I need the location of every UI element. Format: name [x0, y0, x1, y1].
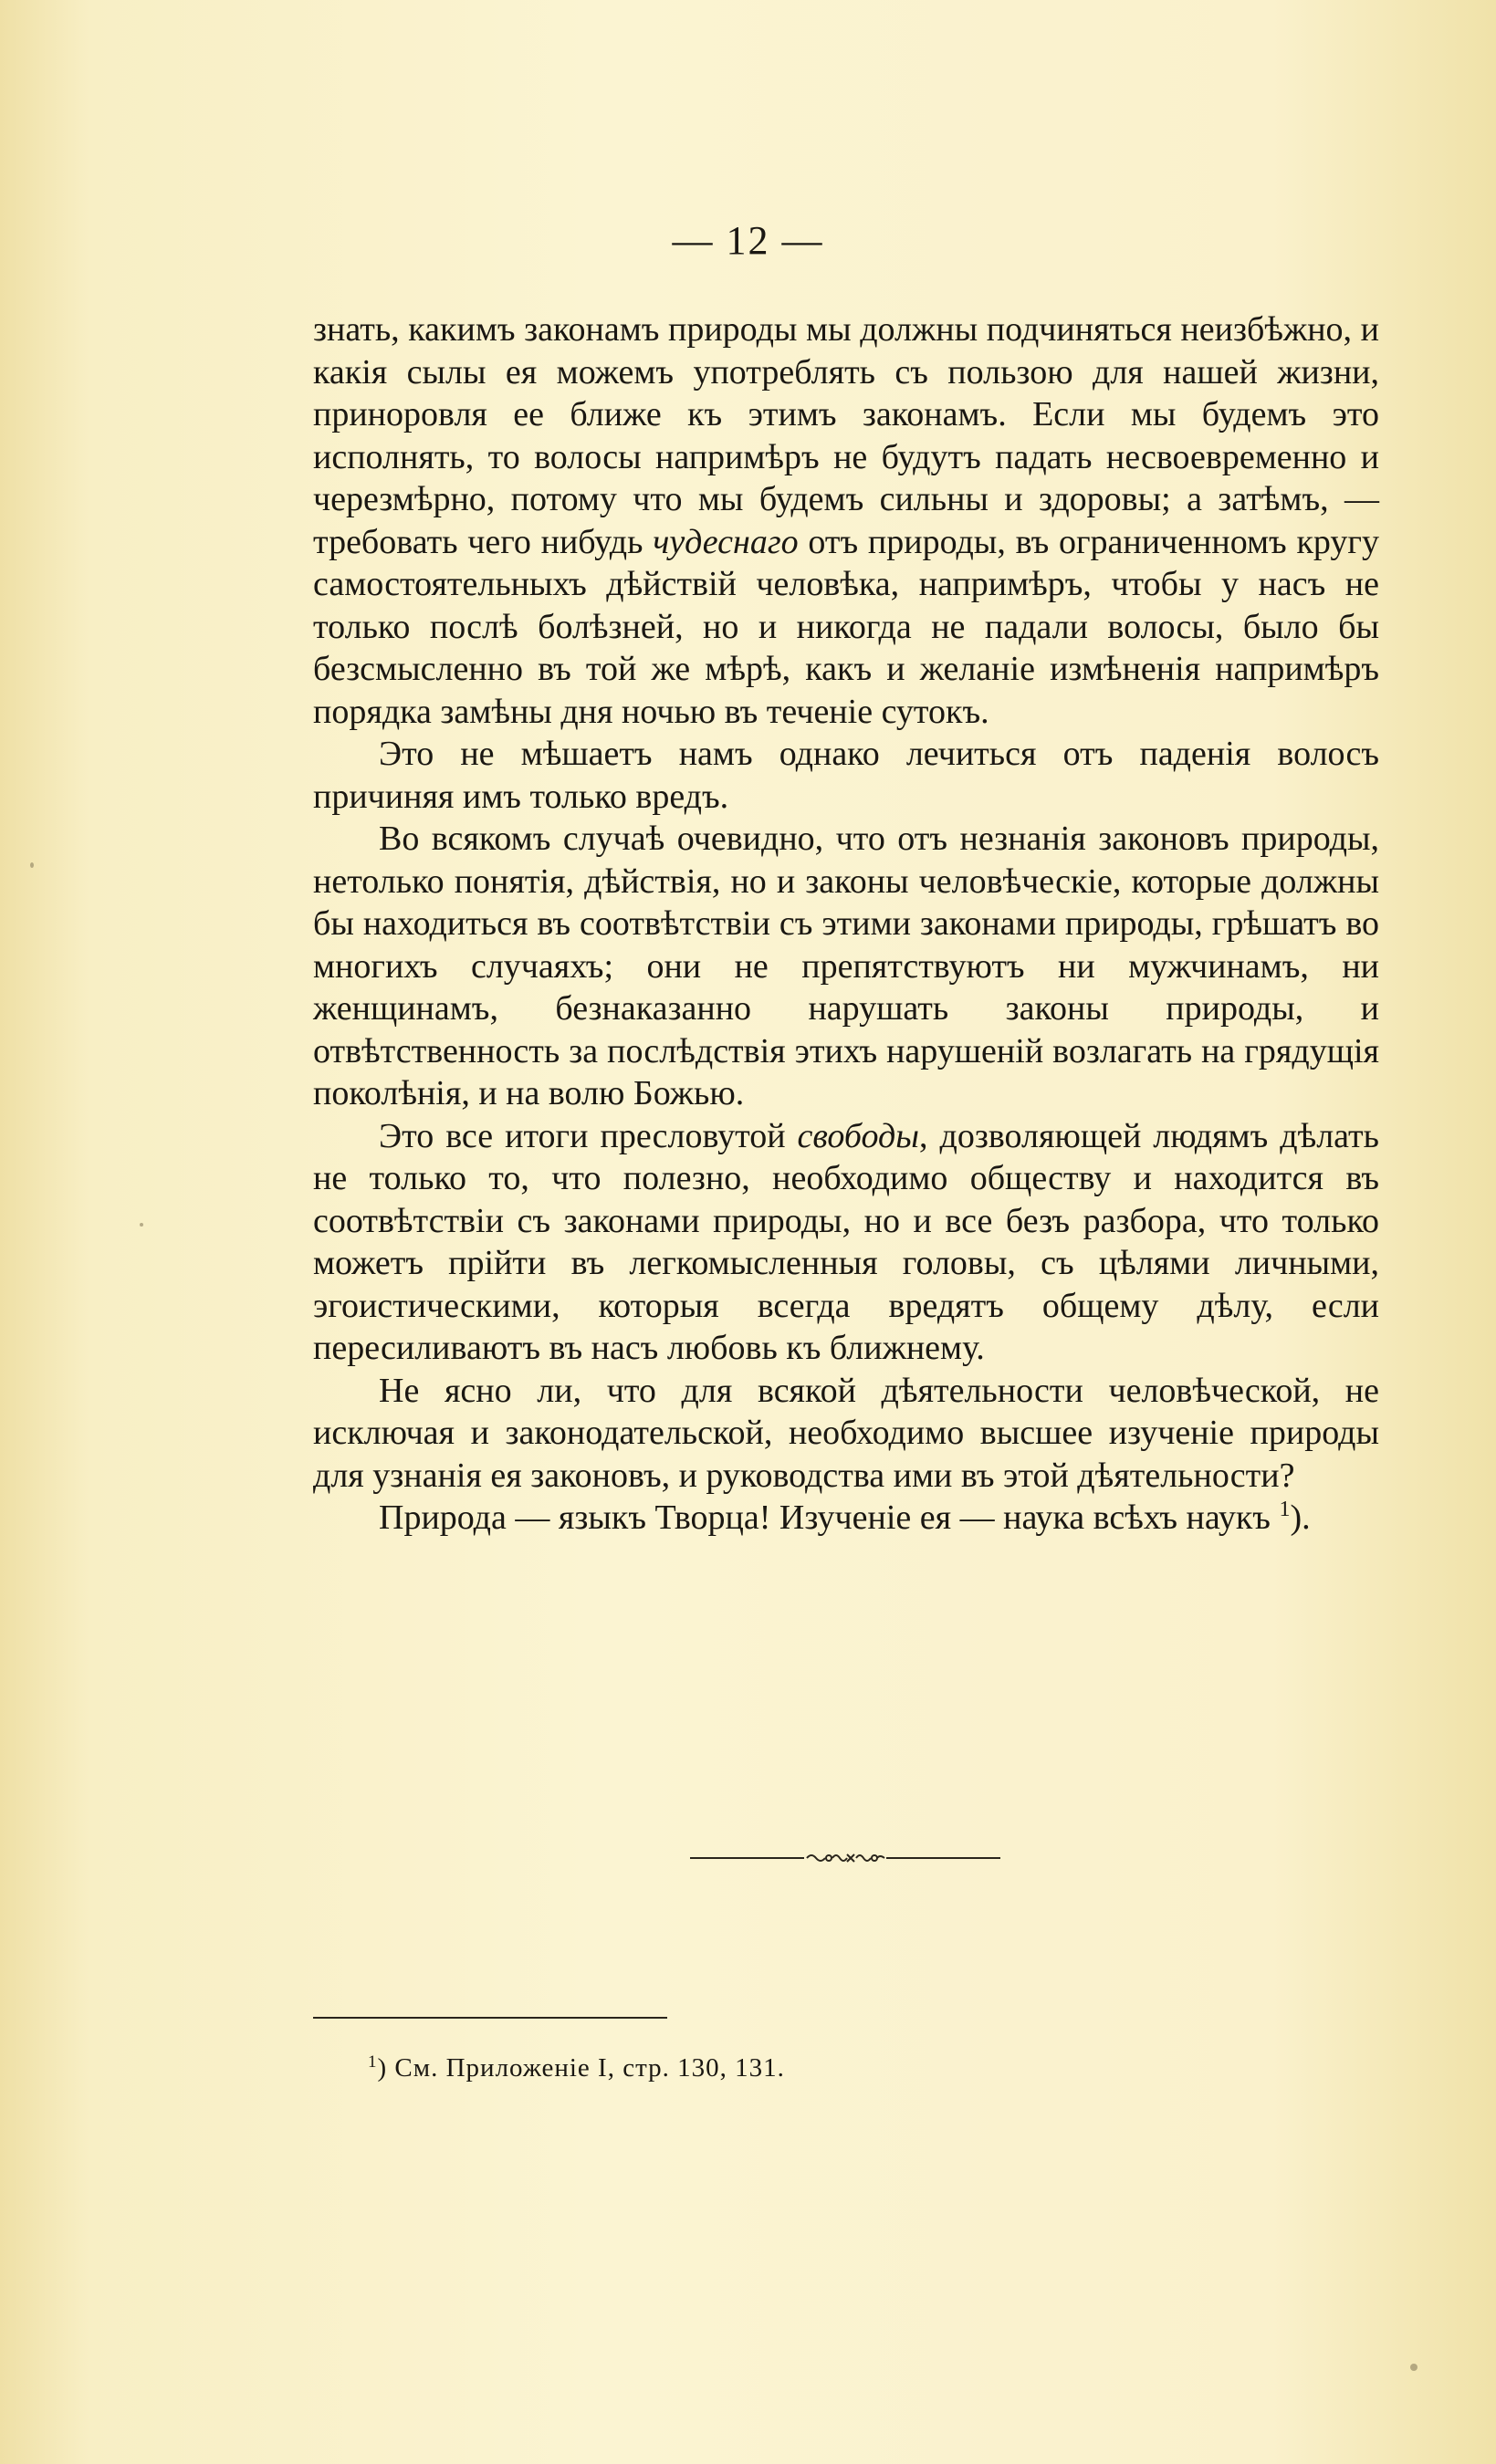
text-run: ). — [1290, 1498, 1311, 1537]
text-run: отъ природы, въ ограниченномъ кругу самостоятельныхъ дѣйствій человѣка, напримѣръ, чтобы у насъ не только послѣ болѣзней, но и никогда не падали волосы, было бы безсмысленно въ той же мѣрѣ, какъ и желаніе измѣненія напримѣръ порядка замѣны дня ночью въ теченіе сутокъ. — [313, 522, 1379, 731]
text-run: , дозволяющей людямъ дѣлать не только то, что полезно, необходимо обществу и находится въ соотвѣтствіи съ законами природы, но и все безъ разбора, что только можетъ прійти въ легкомысленныя головы, съ цѣлями личными, эгоистическими, которыя всегда вредятъ общему дѣлу, если пересиливаютъ въ насъ любовь къ ближнему. — [313, 1116, 1379, 1367]
text-run: Это все итоги пресловутой — [379, 1116, 798, 1155]
text-run: Во всякомъ случаѣ очевидно, что отъ незнанія законовъ природы, нетолько понятія, дѣйствія, но и законы человѣческіе, которые должны бы находиться въ соотвѣтствіи съ этими законами природы, грѣшатъ во многихъ случаяхъ; они не препятствуютъ ни мужчинамъ, ни женщинамъ, безнаказанно нарушать законы природы, и отвѣтственность за послѣдствія этихъ нарушеній возлагать на грядущія поколѣнія, и на волю Божью. — [313, 820, 1379, 1112]
paragraph — [313, 1370, 1379, 1498]
footnote-reference: 1 — [1279, 1498, 1291, 1521]
footnote-text: См. Приложеніе I, стр. 130, 131. — [387, 2053, 785, 2083]
footnote-marker: 1 — [368, 2052, 378, 2072]
paragraph — [313, 1115, 1379, 1370]
text-run: знать, какимъ законамъ природы мы должны подчиняться неизбѣжно, и какія сылы ея можемъ употреблять съ пользою для нашей жизни, приноровля ее ближе къ этимъ законамъ. Если мы будемъ это исполнять, то волосы напримѣръ не будутъ падать несвоевременно и черезмѣрно, потому что мы будемъ сильны и здоровы; а затѣмъ, — требовать чего нибудь — [313, 310, 1379, 561]
footnote — [368, 2053, 785, 2083]
italic-text: чудеснаго — [653, 522, 799, 561]
italic-text: свободы — [797, 1116, 919, 1155]
footnote-rule — [313, 2017, 667, 2019]
paper-speck — [30, 862, 34, 868]
paragraph — [313, 308, 1379, 733]
paragraph — [313, 733, 1379, 818]
paper-speck — [140, 1223, 143, 1227]
main-text — [313, 308, 1379, 1540]
text-run: Не ясно ли, что для всякой дѣятельности человѣческой, не исключая и законодательской, необходимо высшее изученіе природы для узнанія ея законовъ, и руководства ими въ этой дѣятельности? — [313, 1371, 1379, 1495]
page-number: — 12 — — [672, 218, 824, 263]
text-run: Природа — языкъ Творца! Изученіе ея — наука всѣхъ наукъ — [379, 1498, 1280, 1537]
paragraph — [313, 1497, 1379, 1540]
paper-speck — [1410, 2364, 1418, 2371]
paragraph — [313, 818, 1379, 1115]
ornamental-divider — [690, 1853, 1000, 1864]
text-run: Это не мѣшаетъ намъ однако лечиться отъ паденія волосъ причиняя имъ только вредъ. — [313, 735, 1379, 816]
footnote-close: ) — [377, 2053, 388, 2083]
